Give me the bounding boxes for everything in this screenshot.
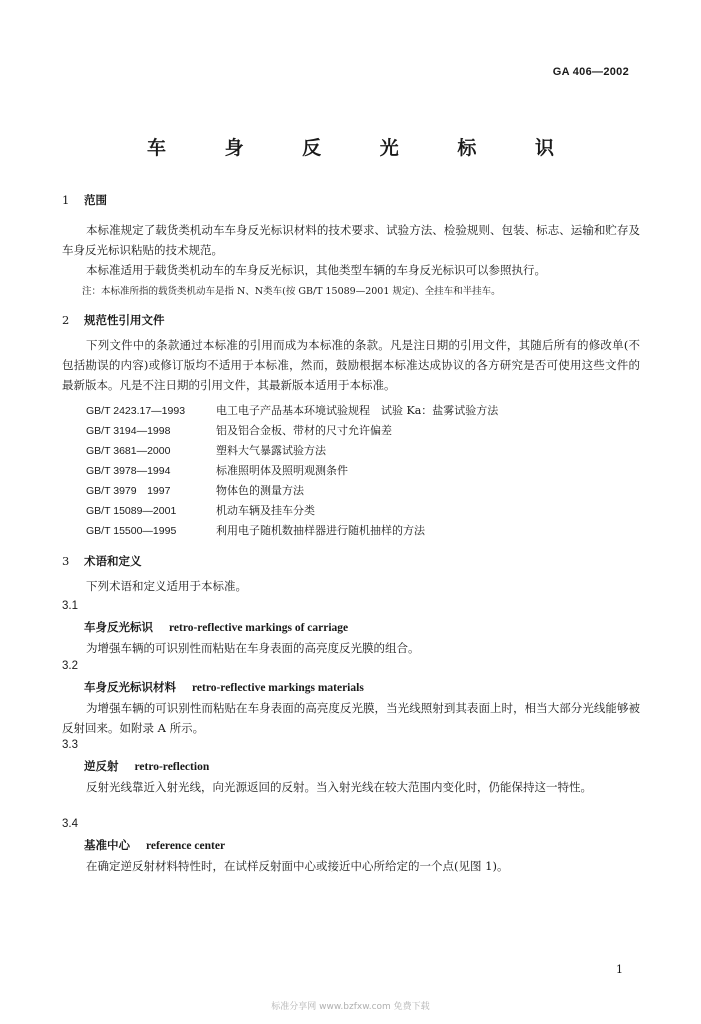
page-number: 1 [616, 963, 623, 976]
scope-note: 注：本标准所指的载货类机动车是指 N、N类车(按 GB/T 15089—2001 规定)、全挂车和半挂车。 [82, 286, 501, 297]
term-english: retro-reflective markings of carriage [169, 622, 349, 634]
reference-item [86, 442, 326, 458]
section-title: 规范性引用文件 [84, 313, 165, 327]
reference-item [86, 462, 348, 478]
reference-item [86, 402, 498, 418]
term-english: reference center [146, 840, 226, 852]
term-definition: 为增强车辆的可识别性而粘贴在车身表面的高亮度反光膜，当光线照射到其表面上时，相当大部分光线能够被反射回来。如附录 A 所示。 [62, 701, 640, 735]
section-number: 2 [62, 313, 70, 327]
reference-item [86, 482, 304, 498]
reference-title: 标准照明体及照明观测条件 [216, 464, 348, 477]
section-title: 范围 [84, 193, 108, 207]
reference-item [86, 522, 425, 538]
scope-paragraph-1: 本标准规定了载货类机动车车身反光标识材料的技术要求、试验方法、检验规则、包装、标志、运输和贮存及车身反光标识粘贴的技术规范。 [62, 223, 640, 257]
footer-watermark: 标准分享网 www.bzfxw.com 免费下载 [271, 1002, 430, 1012]
references-intro: 下列文件中的条款通过本标准的引用而成为本标准的条款。凡是注日期的引用文件，其随后所有的修改单(不包括勘误的内容)或修订版均不适用于本标准，然而，鼓励根据本标准达成协议的各方研究是否可使用这些文件的最新版本。凡是不注日期的引用文件，其最新版本适用于本标准。 [62, 338, 640, 392]
clause-number: 3.3 [62, 739, 78, 751]
section-number: 1 [62, 193, 70, 207]
section-title: 术语和定义 [84, 554, 142, 568]
reference-code: GB/T 3979 1997 [86, 485, 171, 497]
clause-number: 3.1 [62, 600, 78, 612]
term-heading [84, 758, 209, 774]
section-1-heading [62, 192, 107, 208]
term-definition: 反射光线靠近入射光线，向光源返回的反射。当入射光线在较大范围内变化时，仍能保持这一特性。 [86, 780, 592, 794]
term-heading [84, 679, 364, 695]
term-chinese: 车身反光标识材料 [84, 680, 176, 694]
reference-code: GB/T 3681—2000 [86, 445, 171, 457]
reference-title: 铝及铝合金板、带材的尺寸允许偏差 [216, 424, 392, 437]
term-english: retro-reflective markings materials [192, 682, 364, 694]
term-definition: 为增强车辆的可识别性而粘贴在车身表面的高亮度反光膜的组合。 [86, 641, 420, 655]
reference-title: 塑料大气暴露试验方法 [216, 444, 326, 457]
term-english: retro-reflection [134, 761, 210, 773]
term-heading [84, 837, 225, 853]
reference-title: 机动车辆及挂车分类 [216, 504, 315, 517]
term-chinese: 车身反光标识 [84, 620, 153, 634]
reference-code: GB/T 3978—1994 [86, 465, 171, 477]
term-chinese: 基准中心 [84, 838, 130, 852]
scope-paragraph-2: 本标准适用于载货类机动车的车身反光标识，其他类型车辆的车身反光标识可以参照执行。 [86, 263, 546, 277]
standard-number: GA 406—2002 [552, 66, 629, 78]
reference-item [86, 502, 315, 518]
reference-title: 物体色的测量方法 [216, 484, 304, 497]
reference-code: GB/T 2423.17—1993 [86, 405, 186, 417]
reference-item [86, 422, 392, 438]
reference-code: GB/T 3194—1998 [86, 425, 171, 437]
reference-title: 电工电子产品基本环境试验规程 试验 Ka：盐雾试验方法 [216, 404, 499, 417]
reference-title: 利用电子随机数抽样器进行随机抽样的方法 [216, 524, 425, 537]
section-2-heading [62, 312, 165, 328]
term-chinese: 逆反射 [84, 759, 119, 773]
section-number: 3 [62, 554, 70, 568]
clause-number: 3.2 [62, 660, 78, 672]
reference-code: GB/T 15500—1995 [86, 525, 177, 537]
clause-number: 3.4 [62, 818, 78, 830]
term-heading [84, 619, 348, 635]
document-title: 车 身 反 光 标 识 [146, 137, 581, 159]
term-definition: 在确定逆反射材料特性时，在试样反射面中心或接近中心所给定的一个点(见图 1)。 [86, 859, 509, 873]
reference-code: GB/T 15089—2001 [86, 505, 177, 517]
terms-intro: 下列术语和定义适用于本标准。 [86, 579, 247, 593]
section-3-heading [62, 553, 142, 569]
